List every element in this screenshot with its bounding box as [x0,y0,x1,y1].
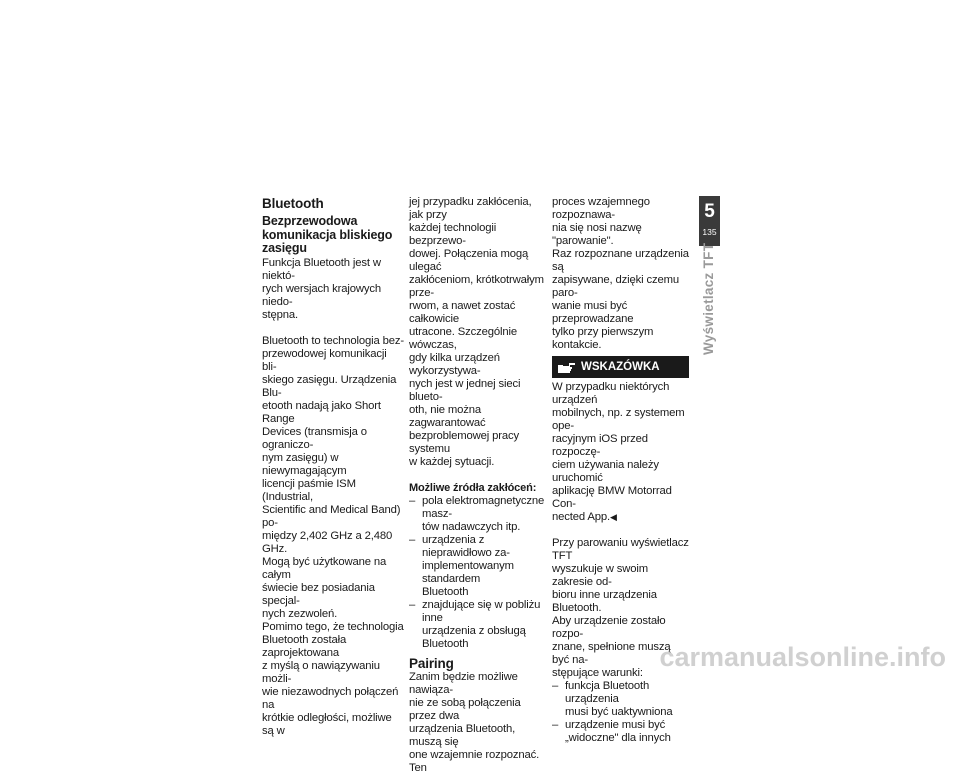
column-1 [262,196,404,738]
paragraph: Funkcja Bluetooth jest w niektó- rych wersjach krajowych niedo- stępna. [262,256,381,321]
paragraph: jej przypadku zakłócenia, jak przy każdej technologii bezprzewo- dowej. Połączenia mogą ulegać zakłóceniom, krótkotrwałym prze- rwom, a nawet zostać całkowicie utracone. Szczególnie wówczas, gdy kilka urządzeń wykorzystywa- nych jest w jednej sieci blueto- oth, nie można zagwarantować bezproblemowej pracy systemu w każdej sytuacji. [409,196,544,468]
paragraph: Przy parowaniu wyświetlacz TFT wyszukuje w swoim zakresie od- bioru inne urządzenia Bluetooth. Aby urządzenie zostało rozpo- znane, spełnione muszą być na- stępujące warunki: [552,537,689,679]
chapter-tab [699,196,720,246]
note-text: W przypadku niektórych urządzeń mobilnych, np. z systemem ope- racyjnym iOS przed rozpoczę- ciem używania należy uruchomić aplikację BMW Motorrad Con- nected App.◀ [552,381,685,523]
list-item: – pola elektromagnetyczne masz- tów nadawczych itp. [409,495,545,533]
list-item: – znajdujące się w pobliżu inne urządzenia z obsługą Bluetooth [409,599,541,650]
pairing-heading: Pairing [409,656,454,671]
column-2 [409,196,546,775]
paragraph: Bluetooth to technologia bez- przewodowej komunikacji bli- skiego zasięgu. Urządzenia Blu- etooth nadają jako Short Range Devices (transmisja o ograniczo- nym zasięgu) w niewymagającym licencji paśmie ISM (Industrial, Scientific and Medical Band) po- między 2,402 GHz a 2,480 GHz. Mogą być użytkowane na całym świecie bez posiadania specjal- nych zezwoleń. [262,334,404,620]
chapter-number: 5 [704,201,715,222]
paragraph: proces wzajemnego rozpoznawa- nia się nosi nazwę "parowanie". Raz rozpoznane urządzenia są zapisywane, dzięki czemu paro- wanie musi być przeprowadzane tylko przy pierwszym kontakcie. [552,196,689,351]
dash-bullet: – [409,495,416,507]
note-label: WSKAZÓWKA [581,360,660,373]
sources-list [409,495,546,651]
paragraph: Pomimo tego, że technologia Bluetooth została zaprojektowana z myślą o nawiązywaniu możli- wie niezawodnych połączeń na krótkie odległości, możliwe są w [262,620,404,737]
conditions-list [552,680,689,745]
page-number: 135 [702,227,717,237]
section-title: Bluetooth [262,196,324,211]
list-item: – urządzenia z nieprawidłowo za- implementowanym standardem Bluetooth [409,534,514,598]
note-box [552,356,689,378]
chapter-side-title: Wyświetlacz TFT [701,242,716,355]
watermark: carmanualsonline.info [659,642,946,672]
subsection-title: Bezprzewodowa komunikacja bliskiego zasięgu [262,214,393,255]
list-item: – funkcja Bluetooth urządzenia musi być uaktywniona [552,680,673,718]
sources-heading: Możliwe źródła zakłóceń: [409,482,537,494]
dash-bullet: – [552,719,559,731]
dash-bullet: – [552,680,559,692]
end-mark-icon: ◀ [610,512,617,522]
pointing-hand-icon [558,361,576,374]
dash-bullet: – [409,534,416,546]
paragraph: Zanim będzie możliwe nawiąza- nie ze sobą połączenia przez dwa urządzenia Bluetooth, muszą się one wzajemnie rozpoznać. Ten [409,671,540,774]
list-item: – urządzenie musi być „widoczne" dla innych [552,719,671,744]
dash-bullet: – [409,599,416,611]
